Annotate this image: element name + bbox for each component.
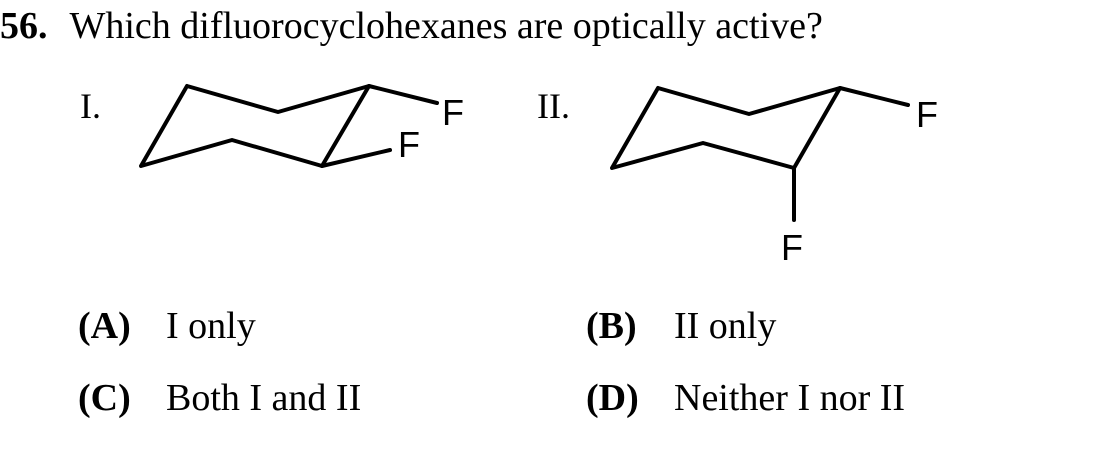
structure-1-atom-1: F bbox=[442, 92, 464, 133]
structure-1-bond-1 bbox=[369, 86, 437, 103]
structure-2-atom-2: F bbox=[781, 227, 803, 268]
question-number: 56. bbox=[0, 5, 48, 47]
choice-d-letter: (D) bbox=[586, 377, 639, 419]
choice-b-letter: (B) bbox=[586, 305, 637, 347]
structure-2-atom-1: F bbox=[916, 94, 938, 135]
choice-c[interactable] bbox=[78, 376, 361, 420]
choice-b-text: II only bbox=[674, 305, 777, 347]
structure-1-diagram bbox=[141, 86, 437, 166]
structure-2-diagram bbox=[612, 88, 908, 220]
question-text: Which difluorocyclohexanes are optically active? bbox=[69, 5, 823, 47]
structure-label-2: II. bbox=[537, 86, 570, 126]
choice-a-letter: (A) bbox=[78, 305, 131, 347]
structure-1-atom-2: F bbox=[398, 124, 420, 165]
choice-b[interactable] bbox=[586, 304, 776, 348]
choice-d-text: Neither I nor II bbox=[674, 377, 906, 419]
choice-d[interactable] bbox=[586, 376, 905, 420]
structure-1-ring bbox=[141, 86, 369, 166]
structure-label-1: I. bbox=[80, 86, 101, 126]
choice-c-letter: (C) bbox=[78, 377, 131, 419]
choice-a-text: I only bbox=[166, 305, 256, 347]
choice-c-text: Both I and II bbox=[166, 377, 362, 419]
choice-a[interactable] bbox=[78, 304, 256, 348]
structure-2-bond-1 bbox=[840, 88, 908, 105]
structure-2-ring bbox=[612, 88, 840, 168]
